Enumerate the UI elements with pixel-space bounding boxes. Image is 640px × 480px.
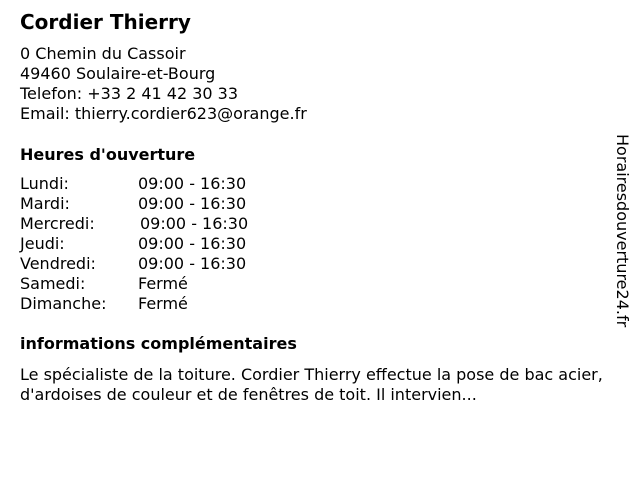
day-label: Mercredi: <box>20 214 95 233</box>
business-description: Le spécialiste de la toiture. Cordier Thierry effectue la pose de bac acier, d'ardoises de couleur et de fenêtres de toit. Il intervien... <box>20 365 603 404</box>
time-value: Fermé <box>138 274 188 293</box>
time-value: 09:00 - 16:30 <box>138 254 247 273</box>
contact-info <box>20 44 307 124</box>
email-address: Email: thierry.cordier623@orange.fr <box>20 104 307 123</box>
day-label: Lundi: <box>20 174 69 193</box>
address-city: 49460 Soulaire-et-Bourg <box>20 64 216 83</box>
day-label: Mardi: <box>20 194 70 213</box>
day-label: Dimanche: <box>20 294 107 313</box>
time-value: 09:00 - 16:30 <box>138 174 247 193</box>
time-value: 09:00 - 16:30 <box>140 214 249 233</box>
site-watermark: Horairesdouverture24.fr <box>613 134 632 328</box>
address-street: 0 Chemin du Cassoir <box>20 44 186 63</box>
additional-info-heading: informations complémentaires <box>20 334 297 353</box>
time-value: 09:00 - 16:30 <box>138 234 247 253</box>
day-label: Jeudi: <box>20 234 65 253</box>
day-label: Vendredi: <box>20 254 96 273</box>
time-value: Fermé <box>138 294 188 313</box>
time-value: 09:00 - 16:30 <box>138 194 247 213</box>
day-label: Samedi: <box>20 274 86 293</box>
phone-number: Telefon: +33 2 41 42 30 33 <box>20 84 239 103</box>
business-name: Cordier Thierry <box>20 10 191 34</box>
opening-hours-heading: Heures d'ouverture <box>20 145 196 164</box>
